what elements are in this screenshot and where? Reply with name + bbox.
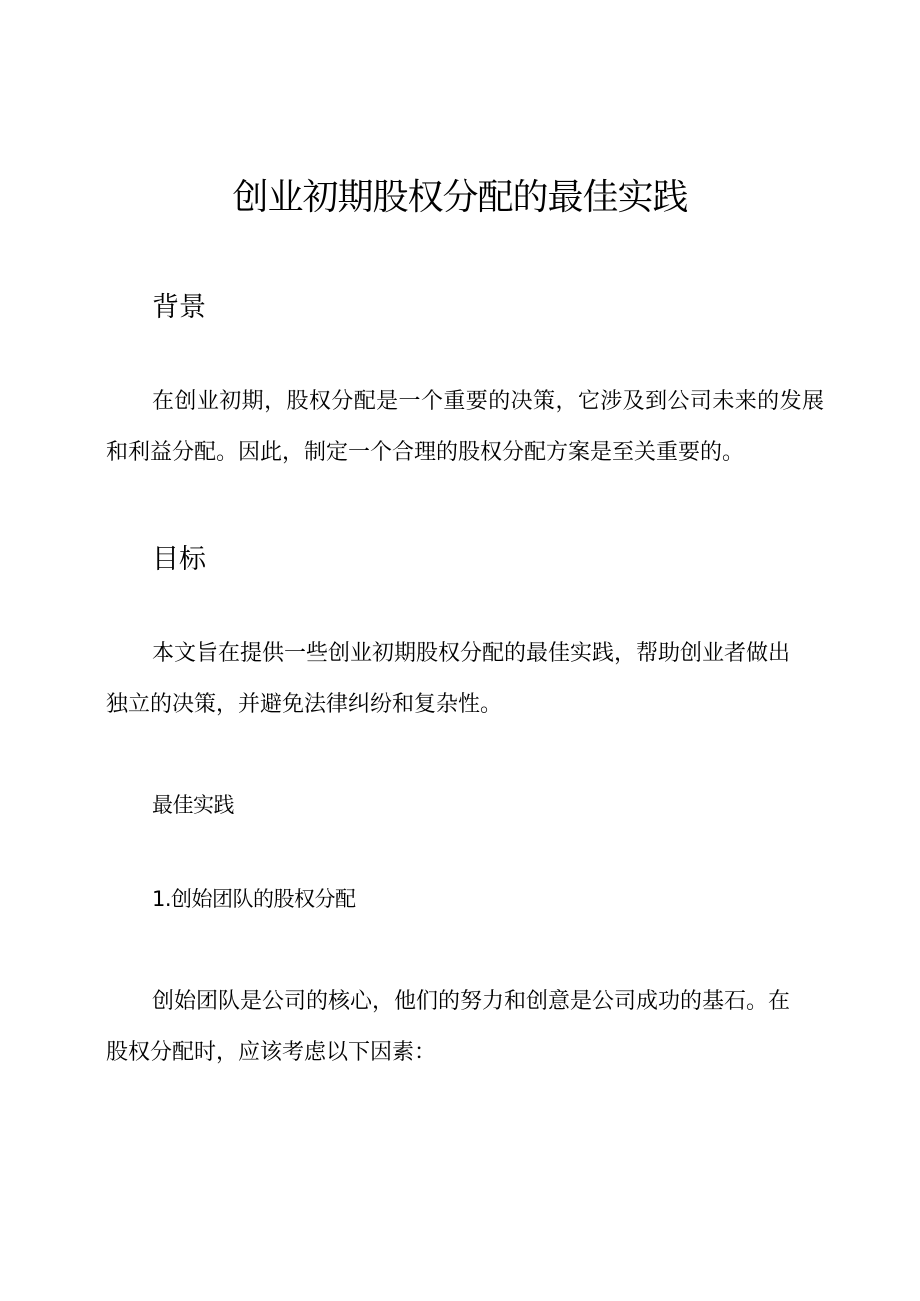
document-title: 创业初期股权分配的最佳实践 — [232, 177, 688, 218]
section-heading-best-practices: 最佳实践 — [152, 793, 234, 817]
section-heading-background: 背景 — [152, 292, 206, 323]
background-paragraph: 在创业初期，股权分配是一个重要的决策，它涉及到公司未来的发展和利益分配。因此，制定一个合理的股权分配方案是至关重要的。 — [106, 389, 824, 465]
goal-paragraph: 本文旨在提供一些创业初期股权分配的最佳实践，帮助创业者做出独立的决策，并避免法律纠纷和复杂性。 — [106, 641, 791, 717]
section-heading-goal: 目标 — [152, 544, 206, 575]
founding-team-paragraph: 创始团队是公司的核心，他们的努力和创意是公司成功的基石。在股权分配时，应该考虑以下因素： — [106, 989, 791, 1065]
subheading-founding-team-equity: 1.创始团队的股权分配 — [152, 887, 356, 911]
